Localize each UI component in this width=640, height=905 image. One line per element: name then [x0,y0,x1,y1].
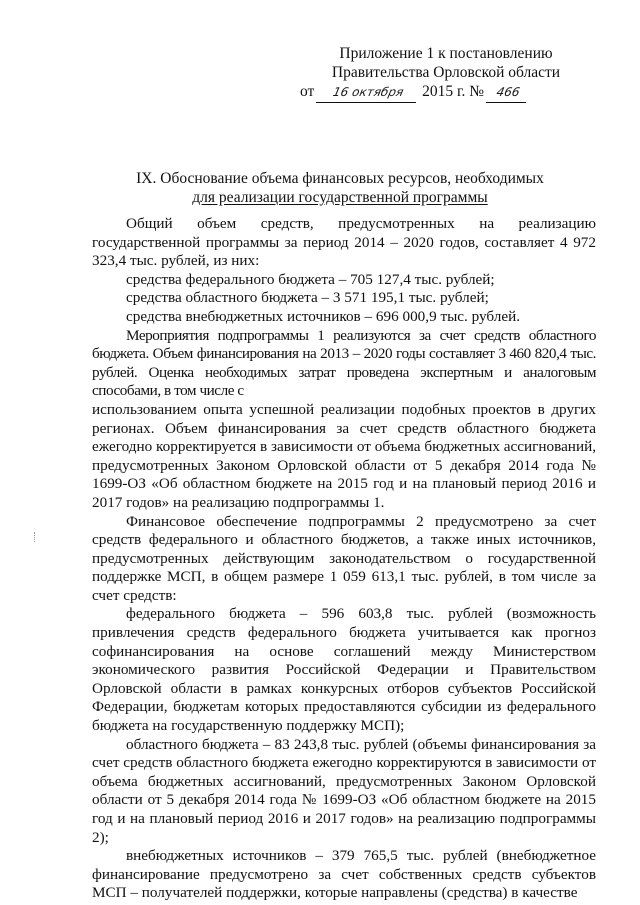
paragraph-federal-budget: федерального бюджета – 596 603,8 тыс. рублей (возможность привлечения средств федерального бюджета учитывается как прогноз софинансирования на основе соглашений между Министерством экономического развития Российской Федерации и Правительством Орловской области в рамках конкурсных отборов субъектов Российской Федерации, бюджетам которых предоставляются субсидии из федерального бюджета на государственную поддержку МСП); [92,605,596,735]
header-line-1: Приложение 1 к постановлению [339,45,553,62]
paragraph-subprogram-1-b: использованием опыта успешной реализации подобных проектов в других регионах. Объем финансирования за счет средств областного бюджета ежегодно корректируется в зависимости от объема бюджетных ассигнований, предусмотренных Законом Орловской области от 5 декабря 2014 года № 1699-ОЗ «Об областном бюджете на 2015 год и на плановый период 2016 и 2017 годов» на реализацию подпрограммы 1. [92,400,596,511]
date-prefix: от [300,83,315,100]
year-text: 2015 г. № [422,83,485,100]
paragraph-subprogram-2: Финансовое обеспечение подпрограммы 2 предусмотрено за счет средств федерального и областного бюджетов, а также иных источников, предусмотренных действующим законодательством о государственной поддержке МСП, в общем размере 1 059 613,1 тыс. рублей, в том числе за счет средств: [92,512,596,604]
section-title-line-1: IX. Обоснование объема финансовых ресурсов, необходимых [136,170,544,187]
handwritten-date: 16 октября [316,83,420,103]
paragraph-subprogram-1-a: Мероприятия подпрограммы 1 реализуются за счет средств областного бюджета. Объем финансирования на 2013 – 2020 годы составляет 3 460 820,4 тыс. рублей. Оценка необходимых затрат проведена экспертным и аналоговым способами, в том числе с [92,326,596,400]
paragraph-total-volume: Общий объем средств, предусмотренных на реализацию государственной программы за период 2014 – 2020 годов, составляет 4 972 323,4 тыс. рублей, из них: [92,215,596,270]
paragraph-regional-budget: областного бюджета – 83 243,8 тыс. рублей (объемы финансирования за счет средств областного бюджета ежегодно корректируются в зависимости от объема бюджетных ассигнований, предусмотренных Законом Орловской области от 5 декабря 2014 года № 1699-ОЗ «Об областном бюджете на 2015 год и на плановый период 2016 и 2017 годов» на реализацию подпрограммы 2); [92,735,596,846]
scan-edge-mark [34,532,37,542]
header-line-2: Правительства Орловской области [331,64,561,81]
list-item-regional: средства областного бюджета – 3 571 195,1 тыс. рублей; [126,289,489,307]
paragraph-extrabudgetary: внебюджетных источников – 379 765,5 тыс. рублей (внебюджетное финансирование предусмотрено за счет собственных средств субъектов МСП – получателей поддержки, которые направлены (средства) в качестве [92,847,596,902]
handwritten-number: 466 [486,83,530,103]
list-item-extrabudgetary: средства внебюджетных источников – 696 000,9 тыс. рублей. [126,307,521,325]
appendix-header [296,44,596,103]
section-title-line-2: для реализации государственной программы [192,189,488,206]
section-title [120,169,560,207]
document-body [92,215,596,903]
list-item-federal: средства федерального бюджета – 705 127,4 тыс. рублей; [126,270,495,288]
header-date-line [300,82,596,103]
